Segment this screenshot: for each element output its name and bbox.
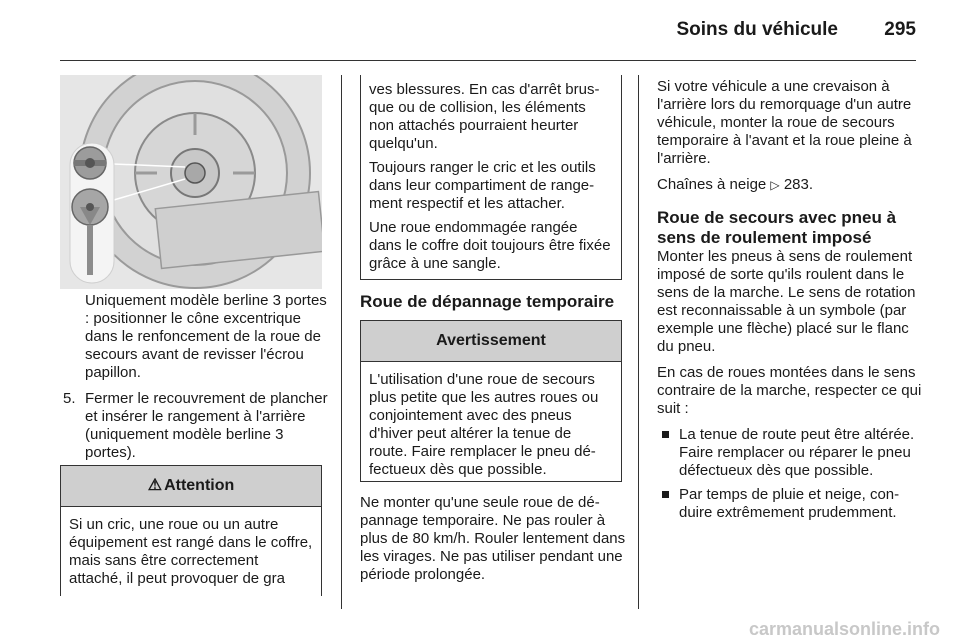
warning-header: Avertissement [361,321,621,362]
attention-cont-p2: Toujours ranger le cric et les outils dans leur compartiment de rangement respectif et les attacher. [369,159,596,212]
step-continued: Uniquement modèle berline 3 portes : positionner le cône excentrique dans le renfoncement de la roue de secours avant de revisser l'écrou papillon. [85,292,327,381]
header-rule [60,60,916,61]
attention-header [61,466,321,507]
attention-title: Attention [164,477,235,494]
column-divider-1 [341,75,342,609]
page-number: 295 [884,19,916,40]
column-3 [657,78,925,528]
snow-chains-label: Chaînes à neige [657,176,767,193]
warning-text: L'utilisation d'une roue de secours plus petite que les autres roues ou conjointement avec des pneus d'hiver peut altérer la tenue de route. Faire remplacer le pneu défectueux dès que possible. [369,371,599,478]
list-item [657,426,925,480]
temporary-spare-instructions [360,494,628,592]
attention-text: Si un cric, une roue ou un autre équipement est rangé dans le coffre, mais sans être correctement attaché, il peut provoquer de gra [69,516,313,587]
bullet-text-2: Par temps de pluie et neige, conduire extrêmement prudemment. [679,486,900,521]
attention-continued-body [361,75,621,285]
directional-tyre-text: Monter les pneus à sens de roulement imposé de sorte qu'ils roulent dans le sens de la marche. Le sens de rotation est reconnaissable à un symbole (par exemple une flèche) placé sur le flanc du pneu. [657,248,916,355]
snow-chains-page: 283. [783,176,814,193]
attention-cont-p3: Une roue endommagée rangée dans le coffre doit toujours être fixée grâce à une sangle. [369,219,611,272]
attention-cont-p1: ves blessures. En cas d'arrêt brusque ou de collision, les éléments non attachés pourraient heurter quelqu'un. [369,81,600,152]
page-title: Soins du véhicule [676,19,838,40]
bullet-text-1: La tenue de route peut être altérée. Faire remplacer ou réparer le pneu défectueux dès que possible. [679,426,915,479]
attention-box-continued [360,75,622,280]
attention-body [61,507,321,600]
step-5-text: Fermer le recouvrement de plancher et insérer le rangement à l'arrière (uniquement modèle berline 3 portes). [85,390,328,461]
snow-chains-ref [657,176,925,194]
step-5 [60,390,330,462]
step-5-number: 5. [63,390,76,407]
reverse-mounted-text: En cas de roues montées dans le sens contraire de la marche, respecter ce qui suit : [657,364,922,417]
list-item [657,486,925,522]
warning-box [360,320,622,482]
temporary-spare-text: Ne monter qu'une seule roue de dépannage temporaire. Ne pas rouler à plus de 80 km/h. Rouler lentement dans les virages. Ne pas utiliser pendant une période prolongée. [360,494,626,583]
page-reference-arrow-icon: ▷ [770,178,780,192]
spare-wheel-figure [60,75,322,289]
section-title-directional-tyre: Roue de secours avec pneu à sens de roulement imposé [657,208,897,247]
warning-triangle-icon: ⚠ [147,477,163,494]
watermark: carmanualsonline.info [748,619,940,639]
column-1 [60,292,330,469]
spare-wheel-icon [60,75,322,289]
attention-box [60,465,322,596]
section-title-temporary-spare: Roue de dépannage temporaire [360,292,615,311]
warning-body [361,362,621,491]
rear-puncture-text: Si votre véhicule a une crevaison à l'arrière lors du remorquage d'un autre véhicule, monter la roue de secours temporaire à l'avant et la roue pleine à l'arrière. [657,78,912,167]
bullet-square-icon [662,491,669,498]
column-divider-2 [638,75,639,609]
bullet-square-icon [662,431,669,438]
wing-nut-icon [74,147,106,179]
